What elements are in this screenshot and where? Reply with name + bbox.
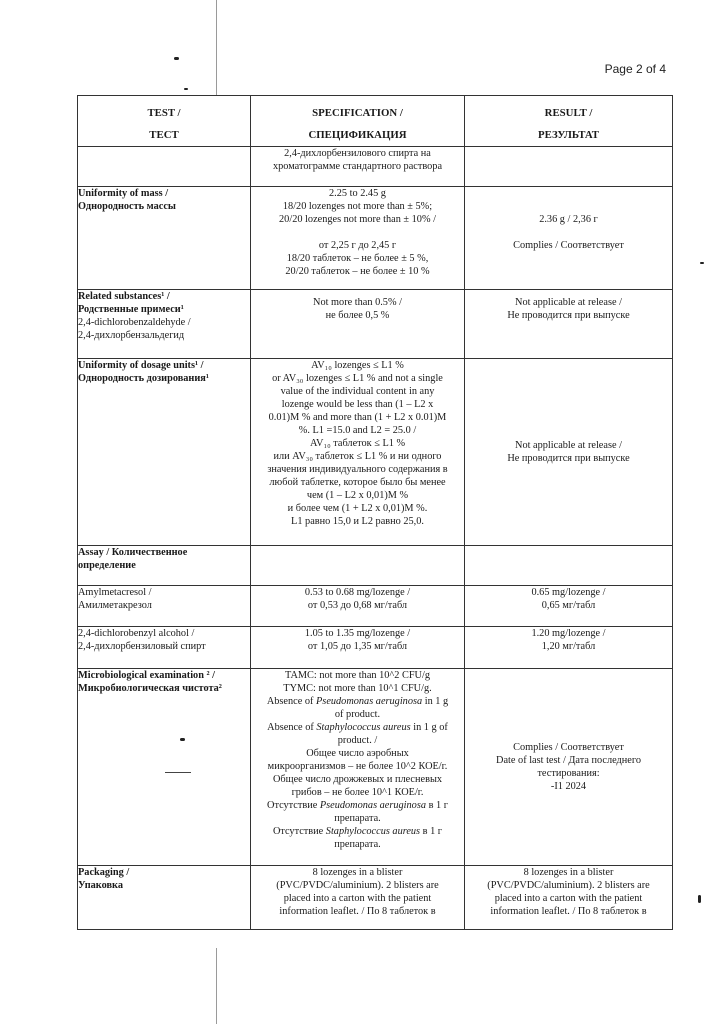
test-cell	[78, 669, 251, 866]
spec-line: грибов – не более 10^1 КОЕ/г.	[291, 787, 424, 798]
spec-line: 0.53 to 0.68 mg/lozenge /	[304, 587, 411, 598]
test-name-ru: Родственные примеси¹	[78, 304, 184, 315]
result-line: Не проводится при выпуске	[507, 453, 630, 464]
spec-line: L1 равно 15,0 и L2 равно 25,0.	[291, 516, 424, 527]
test-cell	[78, 627, 251, 669]
spec-line: 18/20 таблеток – не более ± 5 %,	[286, 253, 429, 264]
result-cell	[465, 669, 673, 866]
table-header-row	[78, 96, 673, 147]
spec-line: AV₁₀ lozenges ≤ L1 %	[311, 360, 404, 371]
result-cell	[465, 866, 673, 930]
spec-line: от 2,25 г до 2,45 г	[318, 240, 397, 251]
table-row	[78, 187, 673, 290]
spec-line: Общее число дрожжевых и плесневых	[272, 774, 443, 785]
header-test-ru: ТЕСТ	[149, 129, 179, 141]
spec-line: 18/20 lozenges not more than ± 5%;	[282, 201, 433, 212]
page-number: Page 2 of 4	[604, 62, 666, 76]
spec-line: и более чем (1 + L2 x 0,01)M %.	[287, 503, 428, 514]
test-cell	[78, 586, 251, 627]
spec-line: 8 lozenges in a blister	[312, 867, 403, 878]
spec-line: TYMC: not more than 10^1 CFU/g.	[283, 683, 432, 694]
header-specification	[251, 96, 465, 147]
spec-cell	[251, 546, 465, 586]
spec-line: препарата.	[334, 813, 381, 824]
result-cell	[465, 187, 673, 290]
result-cell	[465, 546, 673, 586]
test-cell	[78, 866, 251, 930]
scan-fold-line-lower	[216, 948, 217, 1024]
spec-line: от 0,53 до 0,68 мг/табл	[307, 600, 408, 611]
spec-line: product. /	[337, 735, 378, 746]
table-row	[78, 290, 673, 359]
table-row	[78, 546, 673, 586]
result-cell	[465, 147, 673, 187]
scan-speck	[700, 262, 704, 264]
spec-line: Absence of Staphylococcus aureus in 1 g of	[267, 722, 448, 733]
header-result-en: RESULT /	[544, 107, 593, 119]
result-line: 0.65 mg/lozenge /	[531, 587, 606, 598]
specification-table	[77, 95, 673, 930]
test-name-en: Packaging /	[78, 867, 130, 878]
scan-speck	[174, 57, 179, 60]
spec-line: (PVC/PVDC/aluminium). 2 blisters are	[276, 880, 439, 891]
spec-line: Отсутствие Staphylococcus aureus в 1 г	[272, 826, 443, 837]
spec-line: lozenge would be less than (1 – L2 x	[281, 399, 434, 410]
result-line: Complies / Соответствует	[513, 240, 624, 251]
spec-cell	[251, 669, 465, 866]
spec-line: information leaflet. / По 8 таблеток в	[279, 906, 436, 917]
spec-line: от 1,05 до 1,35 мг/табл	[307, 641, 408, 652]
result-line: Не проводится при выпуске	[507, 310, 630, 321]
test-name-ru: Упаковка	[78, 880, 123, 891]
spec-line: или AV₃₀ таблеток ≤ L1 % и ни одного	[273, 451, 442, 462]
result-line: Not applicable at release /	[515, 297, 622, 308]
test-name-en: 2,4-dichlorobenzyl alcohol /	[78, 628, 195, 639]
result-line: 0,65 мг/табл	[541, 600, 596, 611]
table-row	[78, 669, 673, 866]
header-test-en: TEST /	[147, 107, 181, 119]
result-line: Complies / Соответствует	[513, 742, 624, 753]
result-cell	[465, 627, 673, 669]
table-row	[78, 866, 673, 930]
header-result-ru: РЕЗУЛЬТАТ	[538, 129, 599, 141]
spec-line: 0.01)M % and more than (1 + L2 x 0.01)M	[268, 412, 447, 423]
result-line: information leaflet. / По 8 таблеток в	[490, 906, 647, 917]
spec-line: 1.05 to 1.35 mg/lozenge /	[304, 628, 411, 639]
spec-line: 2,4-дихлорбензилового спирта на	[284, 148, 431, 159]
spec-line: value of the individual content in any	[280, 386, 435, 397]
test-subname-en: 2,4-dichlorobenzaldehyde /	[78, 317, 191, 328]
test-subname-ru: 2,4-дихлорбензальдегид	[78, 330, 185, 341]
table-row	[78, 627, 673, 669]
header-test	[78, 96, 251, 147]
scan-speck	[184, 88, 188, 90]
result-line: 1,20 мг/табл	[541, 641, 596, 652]
test-cell	[78, 187, 251, 290]
result-line: 1.20 mg/lozenge /	[531, 628, 606, 639]
result-cell	[465, 290, 673, 359]
spec-cell	[251, 359, 465, 546]
spec-cell	[251, 147, 465, 187]
table-row	[78, 586, 673, 627]
result-line: Not applicable at release /	[515, 440, 622, 451]
result-line: 2.36 g / 2,36 г	[539, 214, 598, 225]
test-name-ru: 2,4-дихлорбензиловый спирт	[78, 641, 206, 652]
spec-line: %. L1 =15.0 and L2 = 25.0 /	[298, 425, 417, 436]
test-name-en: Amylmetacresol /	[78, 587, 152, 598]
test-name-ru: Микробиологическая чистота²	[78, 683, 222, 694]
spec-line: TAMC: not more than 10^2 CFU/g	[284, 670, 431, 681]
result-cell	[465, 586, 673, 627]
test-name-en: Related substances¹ /	[78, 291, 170, 302]
result-line: тестирования:	[537, 768, 600, 779]
test-cell	[78, 290, 251, 359]
test-name-en: Microbiological examination ² /	[78, 670, 216, 681]
spec-line: любой таблетке, которое было бы менее	[269, 477, 446, 488]
result-line: 8 lozenges in a blister	[523, 867, 614, 878]
table-row	[78, 147, 673, 187]
spec-line: Not more than 0.5% /	[313, 297, 402, 308]
spec-cell	[251, 290, 465, 359]
header-spec-en: SPECIFICATION /	[312, 107, 403, 119]
spec-line: placed into a carton with the patient	[283, 893, 432, 904]
spec-line: Absence of Pseudomonas aeruginosa in 1 g	[266, 696, 449, 707]
result-line: (PVC/PVDC/aluminium). 2 blisters are	[487, 880, 650, 891]
spec-cell	[251, 187, 465, 290]
spec-line: чем (1 – L2 x 0,01)M %	[306, 490, 409, 501]
header-result	[465, 96, 673, 147]
spec-line: 20/20 таблеток – не более ± 10 %	[285, 266, 430, 277]
scan-fold-line	[216, 0, 217, 95]
result-cell	[465, 359, 673, 546]
result-line: placed into a carton with the patient	[494, 893, 643, 904]
spec-line: 20/20 lozenges not more than ± 10% /	[279, 214, 436, 225]
test-name-ru: Однородность массы	[78, 201, 176, 212]
spec-line: микроорганизмов – не более 10^2 КОЕ/г.	[267, 761, 448, 772]
spec-line: хроматограмме стандартного раствора	[272, 161, 443, 172]
scan-speck	[698, 895, 701, 903]
result-line: Date of last test / Дата последнего	[496, 755, 641, 766]
test-cell	[78, 147, 251, 187]
spec-line: AV₁₀ таблеток ≤ L1 %	[309, 438, 406, 449]
test-name-ru: Амилметакрезол	[78, 600, 152, 611]
spec-line: препарата.	[334, 839, 381, 850]
spec-line: не более 0,5 %	[325, 310, 390, 321]
test-name-en: Uniformity of dosage units¹ /	[78, 360, 204, 371]
spec-cell	[251, 866, 465, 930]
test-cell	[78, 546, 251, 586]
spec-line: значения индивидуального содержания в	[267, 464, 448, 475]
test-name: Assay / Количественное	[78, 547, 188, 558]
test-name-ru: Однородность дозирования¹	[78, 373, 209, 384]
test-name-en: Uniformity of mass /	[78, 188, 169, 199]
table-row	[78, 359, 673, 546]
spec-cell	[251, 627, 465, 669]
spec-line: Общее число аэробных	[306, 748, 409, 759]
spec-line: Отсутствие Pseudomonas aeruginosa в 1 г	[267, 800, 448, 811]
spec-line: or AV₃₀ lozenges ≤ L1 % and not a single	[272, 373, 443, 384]
spec-cell	[251, 586, 465, 627]
spec-line: of product.	[334, 709, 381, 720]
test-cell	[78, 359, 251, 546]
test-name: определение	[78, 560, 136, 571]
result-line: -I1 2024	[550, 781, 587, 792]
spec-line: 2.25 to 2.45 g	[329, 188, 386, 199]
header-spec-ru: СПЕЦИФИКАЦИЯ	[308, 129, 407, 141]
